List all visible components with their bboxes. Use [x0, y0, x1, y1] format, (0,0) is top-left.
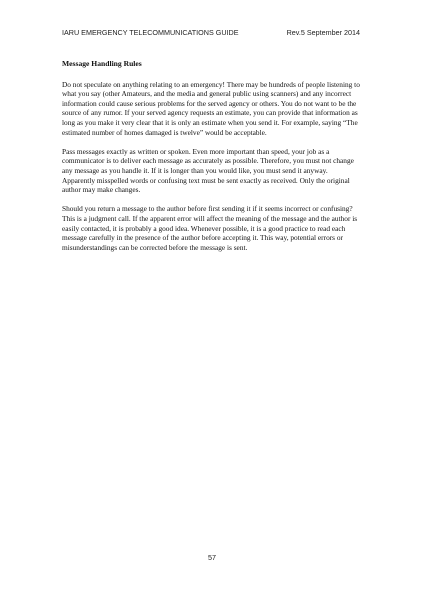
paragraph-return-message: Should you return a message to the author before first sending it if it seems incorrect or confusing? This is a judgment call. If the apparent error will affect the meaning of the message and the author is easily contacted, it is probably a good idea. Whenever possible, it is a good practice to read each message carefully in the presence of the author before accepting it. This way, potential errors or misunderstandings can be corrected before the message is sent.	[62, 204, 358, 252]
page-number: 57	[208, 553, 216, 562]
main-content	[62, 59, 362, 262]
section-heading: Message Handling Rules	[62, 59, 142, 68]
paragraph-speculation: Do not speculate on anything relating to an emergency! There may be hundreds of people listening to what you say (other Amateurs, and the media and general public using scanners) and any incorrect information could cause serious problems for the served agency or others. You do not want to be the source of any rumor. If your served agency requests an estimate, you can provide that information as long as you make it very clear that it is only an estimate when you send it. For example, saying “The estimated number of homes damaged is twelve” would be acceptable.	[62, 79, 360, 137]
paragraph-pass-messages: Pass messages exactly as written or spoken. Even more important than speed, your job as a communicator is to deliver each message as accurately as possible. Therefore, you must not change any message as you handle it. If it is longer than you would like, you must send it anyway. Apparently misspelled words or confusing text must be sent exactly as received. Only the original author may make changes.	[62, 146, 354, 195]
page-header	[62, 28, 360, 40]
header-title: IARU EMERGENCY TELECOMMUNICATIONS GUIDE	[62, 28, 239, 37]
header-revision: Rev.5 September 2014	[286, 28, 360, 37]
